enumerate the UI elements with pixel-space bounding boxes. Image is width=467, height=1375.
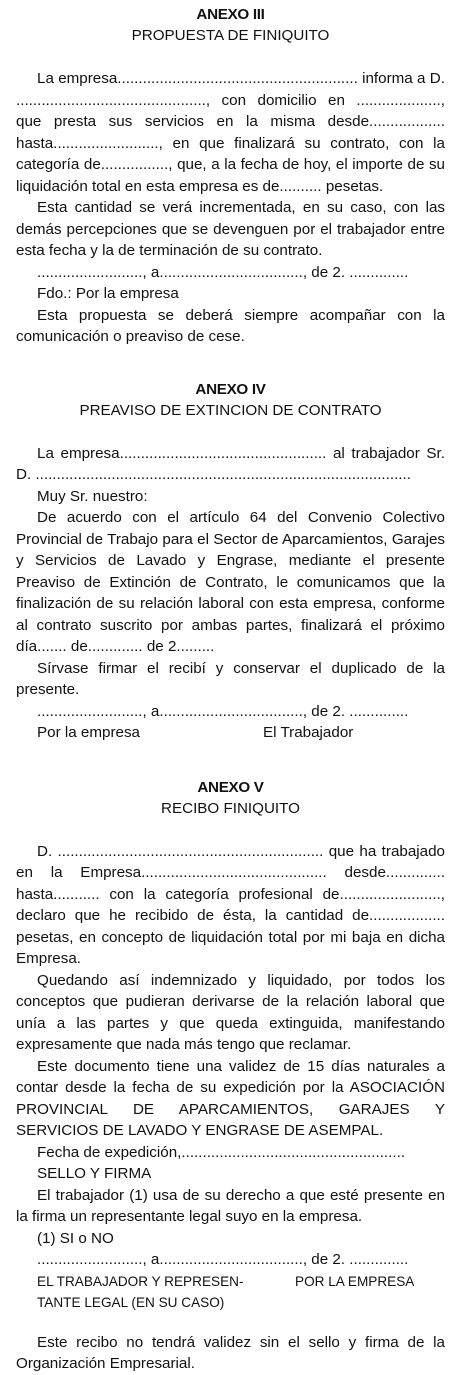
anexo-iv-subtitle: PREAVISO DE EXTINCION DE CONTRATO — [79, 401, 382, 419]
anexo-iii-section — [16, 4, 445, 348]
anexo-v-signature-row-2 — [16, 1292, 445, 1313]
anexo-v-yes-no: (1) SI o NO — [37, 1229, 114, 1247]
anexo-v-final-note: Este recibo no tendrá validez sin el sello y firma de la Organización Empresarial. — [16, 1333, 445, 1372]
anexo-iii-subtitle: PROPUESTA DE FINIQUITO — [131, 27, 330, 44]
anexo-iv-sign-company: Por la empresa — [37, 724, 140, 741]
anexo-iv-paragraph-2: De acuerdo con el artículo 64 del Convenio Colectivo Provincial de Trabajo para el Sector de Aparcamientos, Garajes y Servicios de Lavado y Engrase, mediante el presente Preaviso de Extinción de Contrato, le comunicamos que la finalización de su relación laboral con esta empresa, conforme al contrato suscrito por ambas partes, finalizará el próximo día....... de............. de 2......... — [16, 509, 445, 655]
anexo-v-paragraph-1: D. ............................................................... que ha trabajado en la Empresa............................................ desde.............. hasta........... con la categoría profesional de........................, declaro que he recibido de ésta, la cantidad de.................. pesetas, en concepto de liquidación total por mi baja en dicha Empresa. — [16, 842, 445, 967]
anexo-v-signature-row — [16, 1271, 445, 1292]
anexo-iii-paragraph-1: La empresa......................................................... informa a D. ............................................., con domicilio en ...................., que presta sus servicios en la misma desde.................. hasta........................., en que finalizará su contrato, con la categoría de................, que, a la fecha de hoy, el importe de su liquidación total en esta empresa es de.......... pesetas. — [16, 70, 445, 195]
anexo-iv-sign-worker: El Trabajador — [263, 724, 354, 741]
anexo-v-paragraph-4: El trabajador (1) usa de su derecho a que esté presente en la firma un representante legal suyo en la empresa. — [16, 1186, 445, 1225]
anexo-iv-paragraph-1: La empresa................................................. al trabajador Sr. D. ......................................................................................... — [16, 444, 445, 483]
anexo-iv-section — [16, 379, 445, 744]
anexo-iii-signature: Fdo.: Por la empresa — [37, 285, 179, 302]
anexo-iii-paragraph-2: Esta cantidad se verá incrementada, en su caso, con las demás percepciones que se devenguen por el trabajador entre esta fecha y la de terminación de su contrato. — [16, 199, 445, 259]
anexo-iii-title: ANEXO III — [196, 6, 265, 23]
anexo-iv-signature-row — [16, 722, 445, 744]
anexo-v-stamp-label: SELLO Y FIRMA — [37, 1165, 152, 1182]
anexo-v-paragraph-3: Este documento tiene una validez de 15 días naturales a contar desde la fecha de su expedición por la ASOCIACIÓN PROVINCIAL DE APARCAMIENTOS, GARAJES Y SERVICIOS DE LAVADO Y ENGRASE DE ASEMPAL. — [16, 1057, 445, 1139]
anexo-iv-title: ANEXO IV — [195, 380, 266, 398]
anexo-v-sign-company: POR LA EMPRESA — [295, 1273, 415, 1289]
anexo-v-sign-worker-2: TANTE LEGAL (EN SU CASO) — [37, 1294, 225, 1310]
anexo-iv-paragraph-3: Sírvase firmar el recibí y conservar el duplicado de la presente. — [16, 659, 445, 698]
anexo-v-sign-worker-1: EL TRABAJADOR Y REPRESEN- — [37, 1273, 244, 1289]
anexo-iii-date-line: ........................., a.................................., de 2. .............. — [37, 263, 409, 281]
anexo-v-paragraph-2: Quedando así indemnizado y liquidado, por todos los conceptos que pudieran derivarse de la relación laboral que unía a las partes y que queda extinguida, manifestando expresamente que nada más tengo que reclamar. — [16, 971, 445, 1053]
anexo-v-issue-date: Fecha de expedición,..................................................... — [37, 1143, 406, 1161]
anexo-v-section — [16, 777, 445, 1375]
anexo-iv-date-line: ........................., a.................................., de 2. .............. — [37, 702, 409, 720]
anexo-v-subtitle: RECIBO FINIQUITO — [161, 799, 300, 817]
anexo-v-date-line: ........................., a.................................., de 2. .............. — [37, 1251, 409, 1268]
anexo-iv-salutation: Muy Sr. nuestro: — [37, 487, 148, 505]
anexo-iii-paragraph-note: Esta propuesta se deberá siempre acompañar con la comunicación o preaviso de cese. — [16, 306, 445, 345]
anexo-v-title: ANEXO V — [197, 778, 264, 796]
